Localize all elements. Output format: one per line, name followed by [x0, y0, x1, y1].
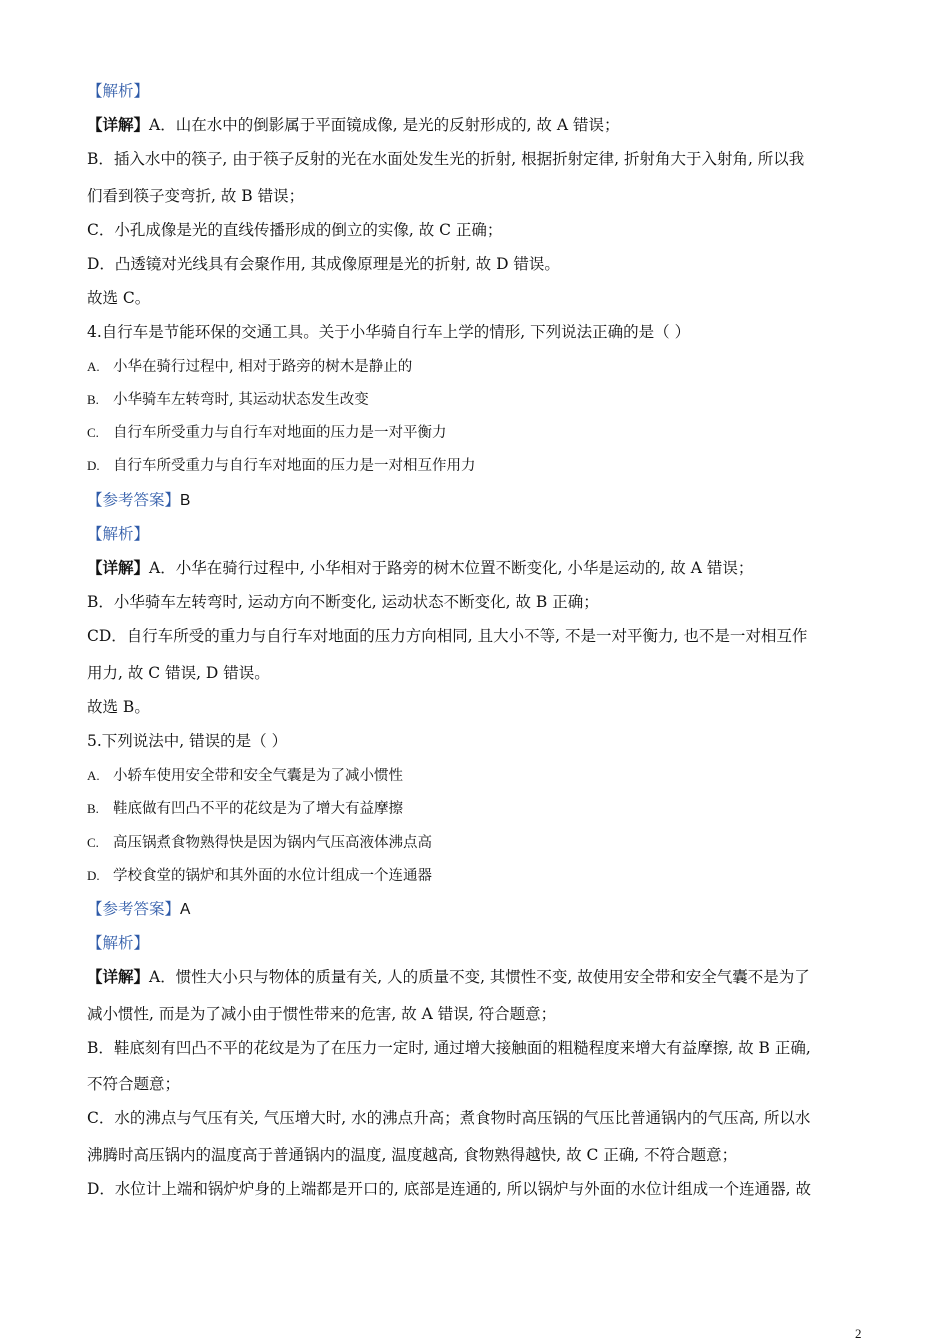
option-label: B. [87, 392, 99, 407]
detail-text: A．惯性大小只与物体的质量有关, 人的质量不变, 其惯性不变, 故使用安全带和安全气囊不是为了 [149, 968, 810, 986]
detail-line [87, 967, 810, 987]
detail-line: 减小惯性, 而是为了减小由于惯性带来的危害, 故 A 错误, 符合题意； [87, 1005, 557, 1023]
detail-line: B．鞋底刻有凹凸不平的花纹是为了在压力一定时, 通过增大接触面的粗糙程度来增大有益摩擦, 故 B 正确, [87, 1039, 811, 1057]
question-stem: 4.自行车是节能环保的交通工具。关于小华骑自行车上学的情形, 下列说法正确的是（ ） [87, 323, 691, 341]
option-c [87, 833, 432, 853]
detail-text: A．小华在骑行过程中, 小华相对于路旁的树木位置不断变化, 小华是运动的, 故 A 错误； [149, 559, 754, 577]
conclusion-line: 故选 C。 [87, 289, 151, 307]
conclusion-line: 故选 B。 [87, 698, 150, 716]
detail-tag: 【详解】 [87, 967, 150, 986]
detail-line: 们看到筷子变弯折, 故 B 错误； [87, 187, 305, 205]
option-d [87, 866, 432, 886]
option-text: 自行车所受重力与自行车对地面的压力是一对相互作用力 [113, 458, 476, 474]
option-text: 小轿车使用安全带和安全气囊是为了减小惯性 [113, 768, 403, 784]
option-label: C. [87, 835, 99, 850]
option-c [87, 423, 447, 443]
option-text: 学校食堂的锅炉和其外面的水位计组成一个连通器 [113, 868, 432, 884]
detail-line: B．插入水中的筷子, 由于筷子反射的光在水面处发生光的折射, 根据折射定律, 折射角大于入射角, 所以我 [87, 150, 805, 168]
option-text: 自行车所受重力与自行车对地面的压力是一对平衡力 [113, 425, 447, 441]
detail-tag: 【详解】 [87, 115, 150, 134]
detail-line: 沸腾时高压锅内的温度高于普通锅内的温度, 温度越高, 食物熟得越快, 故 C 正确, 不符合题意； [87, 1146, 738, 1164]
answer-tag: 【参考答案】 [87, 491, 181, 509]
detail-line: CD．自行车所受的重力与自行车对地面的压力方向相同, 且大小不等, 不是一对平衡力, 也不是一对相互作 [87, 627, 808, 645]
answer-line [87, 490, 190, 511]
option-text: 小华骑车左转弯时, 其运动状态发生改变 [113, 392, 369, 408]
detail-line: C．小孔成像是光的直线传播形成的倒立的实像, 故 C 正确； [87, 221, 503, 239]
option-text: 高压锅煮食物熟得快是因为锅内气压高液体沸点高 [113, 835, 432, 851]
analysis-heading: 【解析】 [87, 525, 150, 543]
detail-line [87, 115, 619, 135]
option-label: D. [87, 458, 100, 473]
option-label: A. [87, 768, 100, 783]
question-stem: 5.下列说法中, 错误的是（ ） [87, 732, 288, 750]
detail-tag: 【详解】 [87, 558, 150, 577]
answer-value: B [180, 492, 191, 509]
detail-line: 用力, 故 C 错误, D 错误。 [87, 664, 270, 682]
answer-value: A [180, 901, 191, 918]
detail-line: D．水位计上端和锅炉炉身的上端都是开口的, 底部是连通的, 所以锅炉与外面的水位计组成一个连通器, 故 [87, 1180, 811, 1198]
detail-line: C．水的沸点与气压有关, 气压增大时, 水的沸点升高；煮食物时高压锅的气压比普通锅内的气压高, 所以水 [87, 1109, 811, 1127]
option-label: A. [87, 359, 100, 374]
page-number: 2 [855, 1326, 862, 1341]
option-a [87, 357, 412, 377]
analysis-heading: 【解析】 [87, 934, 150, 952]
option-d [87, 456, 476, 476]
detail-text: A．山在水中的倒影属于平面镜成像, 是光的反射形成的, 故 A 错误； [149, 116, 620, 134]
option-text: 鞋底做有凹凸不平的花纹是为了增大有益摩擦 [113, 801, 403, 817]
detail-line: 不符合题意； [87, 1075, 181, 1093]
option-a [87, 766, 403, 786]
option-b [87, 799, 403, 819]
option-label: D. [87, 868, 100, 883]
answer-tag: 【参考答案】 [87, 900, 181, 918]
option-text: 小华在骑行过程中, 相对于路旁的树木是静止的 [113, 359, 413, 375]
detail-line: D．凸透镜对光线具有会聚作用, 其成像原理是光的折射, 故 D 错误。 [87, 255, 560, 273]
option-b [87, 390, 369, 410]
option-label: C. [87, 425, 99, 440]
detail-line: B．小华骑车左转弯时, 运动方向不断变化, 运动状态不断变化, 故 B 正确； [87, 593, 599, 611]
analysis-heading: 【解析】 [87, 82, 150, 100]
option-label: B. [87, 801, 99, 816]
answer-line [87, 899, 190, 920]
detail-line [87, 558, 753, 578]
